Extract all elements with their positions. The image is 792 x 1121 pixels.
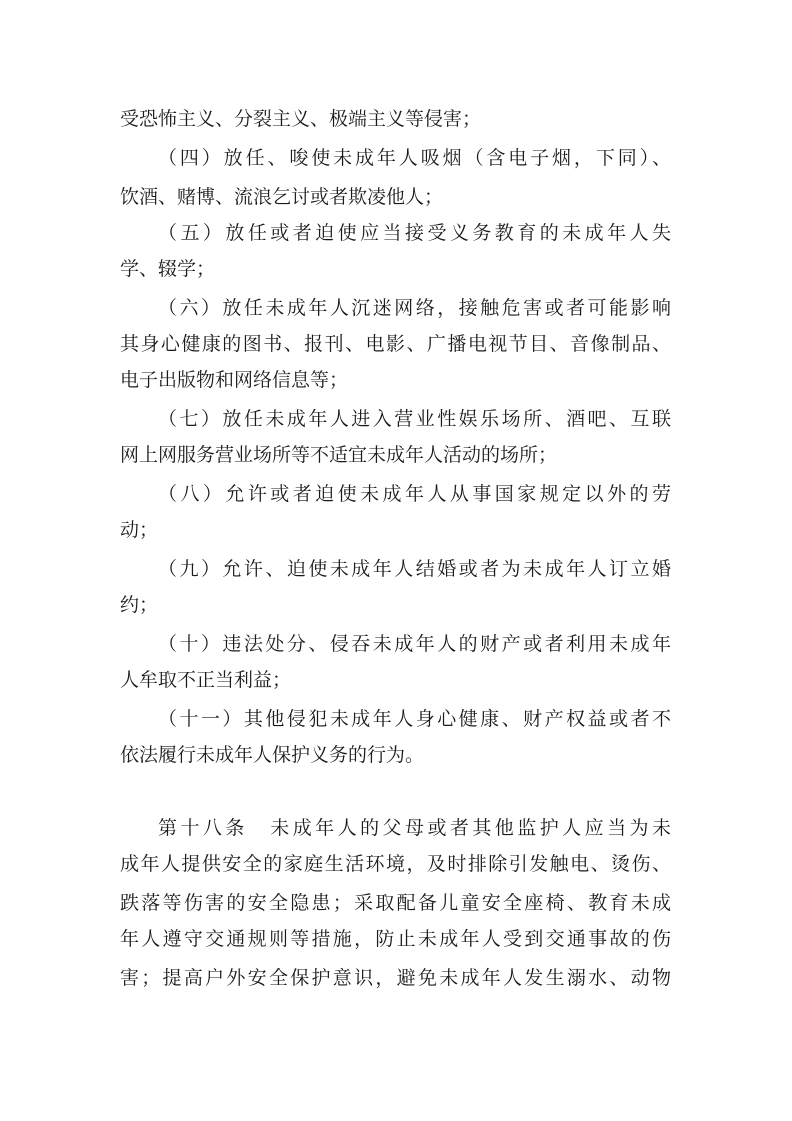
text-line xyxy=(0,699,792,739)
text-line xyxy=(0,360,792,400)
text-line-content: 电子出版物和网络信息等； xyxy=(120,369,349,391)
text-line xyxy=(0,474,792,514)
text-line xyxy=(0,883,792,923)
text-line-content: 成年人提供安全的家庭生活环境，及时排除引发触电、烫伤、 xyxy=(120,853,671,875)
text-line-content: 受恐怖主义、分裂主义、极端主义等侵害； xyxy=(120,108,482,130)
text-line xyxy=(0,624,792,664)
text-line xyxy=(0,399,792,439)
text-line xyxy=(0,958,792,998)
text-line xyxy=(0,844,792,884)
text-line-content: 约； xyxy=(120,594,159,616)
text-line-content: （十）违法处分、侵吞未成年人的财产或者利用未成年 xyxy=(158,633,671,655)
text-line xyxy=(0,99,792,139)
text-line-content: （五）放任或者迫使应当接受义务教育的未成年人失 xyxy=(158,222,671,244)
text-line-content: 动； xyxy=(120,519,159,541)
text-line xyxy=(0,808,792,848)
text-line xyxy=(0,435,792,475)
text-line-content: 害；提高户外安全保护意识，避免未成年人发生溺水、动物 xyxy=(120,967,671,989)
text-line xyxy=(0,585,792,625)
text-line xyxy=(0,919,792,959)
text-line xyxy=(0,660,792,700)
text-line xyxy=(0,138,792,178)
text-line-content: （四）放任、唆使未成年人吸烟（含电子烟，下同）、 xyxy=(158,147,671,169)
text-line-content: 其身心健康的图书、报刊、电影、广播电视节目、音像制品、 xyxy=(120,333,671,355)
text-line-content: （八）允许或者迫使未成年人从事国家规定以外的劳 xyxy=(158,483,671,505)
text-line-content: （七）放任未成年人进入营业性娱乐场所、酒吧、互联 xyxy=(158,408,671,430)
text-line xyxy=(0,177,792,217)
text-line xyxy=(0,549,792,589)
text-line xyxy=(0,510,792,550)
text-line-content: （九）允许、迫使未成年人结婚或者为未成年人订立婚 xyxy=(158,558,671,580)
text-line xyxy=(0,288,792,328)
text-line-content: 学、辍学； xyxy=(120,258,216,280)
text-line-content: 饮酒、赌博、流浪乞讨或者欺凌他人； xyxy=(120,186,444,208)
text-line-content: 依法履行未成年人保护义务的行为。 xyxy=(120,744,425,766)
text-line xyxy=(0,324,792,364)
text-line-content: （六）放任未成年人沉迷网络，接触危害或者可能影响 xyxy=(158,297,671,319)
text-line-content: 跌落等伤害的安全隐患；采取配备儿童安全座椅、教育未成 xyxy=(120,892,671,914)
text-line xyxy=(0,735,792,775)
text-line-content: 年人遵守交通规则等措施，防止未成年人受到交通事故的伤 xyxy=(120,928,671,950)
text-line-content: （十一）其他侵犯未成年人身心健康、财产权益或者不 xyxy=(158,708,671,730)
text-line xyxy=(0,213,792,253)
text-line-content: 人牟取不正当利益； xyxy=(120,669,292,691)
text-line xyxy=(0,249,792,289)
text-line-content: 第十八条 未成年人的父母或者其他监护人应当为未 xyxy=(158,817,671,839)
text-line-content: 网上网服务营业场所等不适宜未成年人活动的场所； xyxy=(120,444,558,466)
